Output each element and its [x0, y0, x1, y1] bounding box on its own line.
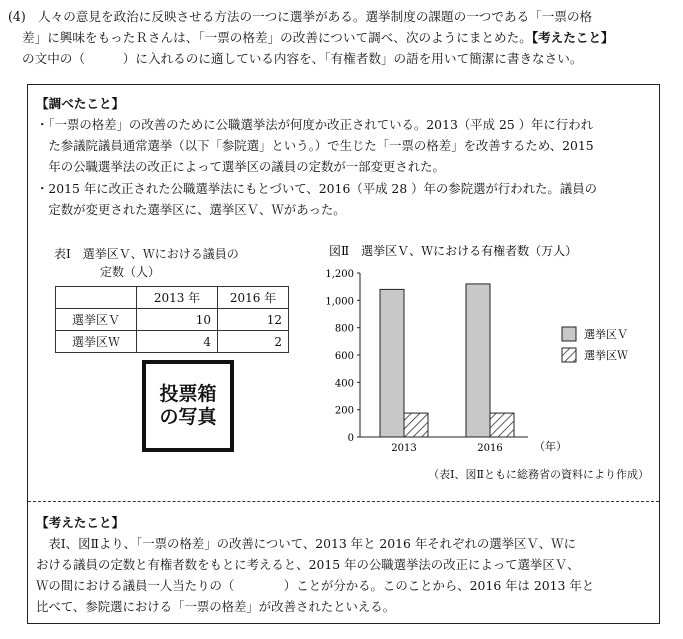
bar-w-2016: [490, 413, 514, 437]
question-number: (4): [8, 9, 26, 24]
y-tick-label: 0: [347, 433, 354, 444]
photo-label-line-2: の写真: [159, 406, 217, 428]
figure2-chart: [318, 243, 658, 473]
investigation-line-4: ・2015 年に改正された公職選挙法にもとづいて、2016（平成 28 ）年の参院選が行われた。議員の: [36, 181, 597, 196]
table-header-cell: [56, 287, 137, 309]
y-tick-label: 400: [334, 378, 354, 390]
table-cell: 12: [218, 309, 289, 331]
y-tick-label: 800: [334, 323, 354, 335]
bars: [380, 284, 514, 437]
table-row-label: 選挙区Ｖ: [56, 309, 137, 331]
x-axis-label: （年）: [534, 440, 567, 453]
table-cell: 10: [137, 309, 218, 331]
y-tick-label: 1,200: [325, 269, 354, 280]
legend-label: 選挙区Ｖ: [584, 328, 628, 341]
investigation-line-1: ・「一票の格差」の改善のために公職選挙法が何度か改正されている。2013（平成 25 ）年に行われ: [36, 117, 593, 132]
table-header-cell: 2016 年: [218, 287, 289, 309]
table-cell: 2: [218, 331, 289, 353]
thoughts-line-4: 比べて、参院選における「一票の格差」が改善されたといえる。: [36, 599, 396, 614]
legend-swatch: [562, 327, 576, 341]
x-axis-labels: [391, 443, 502, 454]
thoughts-line-3: Ｗの間における議員一人当たりの（ ）ことが分かる。このことから、2016 年は 2013 年と: [36, 578, 595, 593]
question-line-3: の文中の（ ）に入れるのに適している内容を、「有権者数」の語を用いて簡潔に書きなさい。: [22, 51, 583, 66]
question-bold-ref: 【考えたこと】: [531, 30, 614, 45]
y-tick-label: 200: [334, 405, 354, 417]
investigation-line-3: 年の公職選挙法の改正によって選挙区の議員の定数が一部変更された。: [36, 159, 445, 174]
legend: [562, 327, 629, 362]
source-note: （表Ⅰ、図Ⅱともに総務省の資料により作成）: [428, 468, 649, 481]
ballot-box-photo-placeholder: [142, 360, 234, 452]
investigation-line-2: た参議院議員通常選挙（以下「参院選」という。）で生じた「一票の格差」を改善するため、2015: [36, 138, 594, 153]
question-line-2: [22, 27, 614, 48]
question-line-2-text: 差」に興味をもったＲさんは、「一票の格差」の改善について調べ、次のようにまとめた。: [22, 30, 532, 45]
table1: [55, 286, 289, 353]
table-row: [56, 309, 289, 331]
summary-box: [27, 84, 660, 624]
legend-swatch: [562, 348, 576, 362]
y-tick-label: 1,000: [325, 296, 354, 308]
bar-v-2013: [380, 289, 404, 437]
bar-v-2016: [466, 284, 490, 437]
chart-title: 図Ⅱ 選挙区Ｖ、Ｗにおける有権者数（万人）: [329, 244, 578, 258]
question-line-1: 人々の意見を政治に反映させる方法の一つに選挙がある。選挙制度の課題の一つである「一票の格: [38, 9, 593, 24]
investigation-line-5: 定数が変更された選挙区に、選挙区Ｖ、Ｗがあった。: [36, 202, 346, 217]
thoughts-line-2: おける議員の定数と有権者数をもとに考えると、2015 年の公職選挙法の改正によって選挙区Ｖ、: [36, 557, 580, 572]
table-header-cell: 2013 年: [137, 287, 218, 309]
legend-label: 選挙区Ｗ: [584, 349, 628, 362]
table-row: [56, 331, 289, 353]
investigation-title: 【調べたこと】: [36, 96, 125, 111]
x-tick-label: 2016: [477, 443, 503, 454]
table-row-label: 選挙区Ｗ: [56, 331, 137, 353]
dashed-divider: [28, 501, 659, 502]
table1-title-line-2: 定数（人）: [100, 265, 161, 279]
thoughts-title: 【考えたこと】: [36, 515, 125, 530]
x-tick-label: 2013: [391, 443, 417, 454]
bar-w-2013: [404, 413, 428, 437]
table-header-row: [56, 287, 289, 309]
thoughts-line-1: 表Ⅰ、図Ⅱより、「一票の格差」の改善について、2013 年と 2016 年それぞれの選挙区Ｖ、Ｗに: [36, 536, 576, 551]
y-tick-label: 600: [334, 351, 354, 362]
photo-label-line-1: 投票箱: [159, 383, 217, 405]
table1-title-line-1: 表Ⅰ 選挙区Ｖ、Ｗにおける議員の: [54, 247, 239, 261]
table-cell: 4: [137, 331, 218, 353]
